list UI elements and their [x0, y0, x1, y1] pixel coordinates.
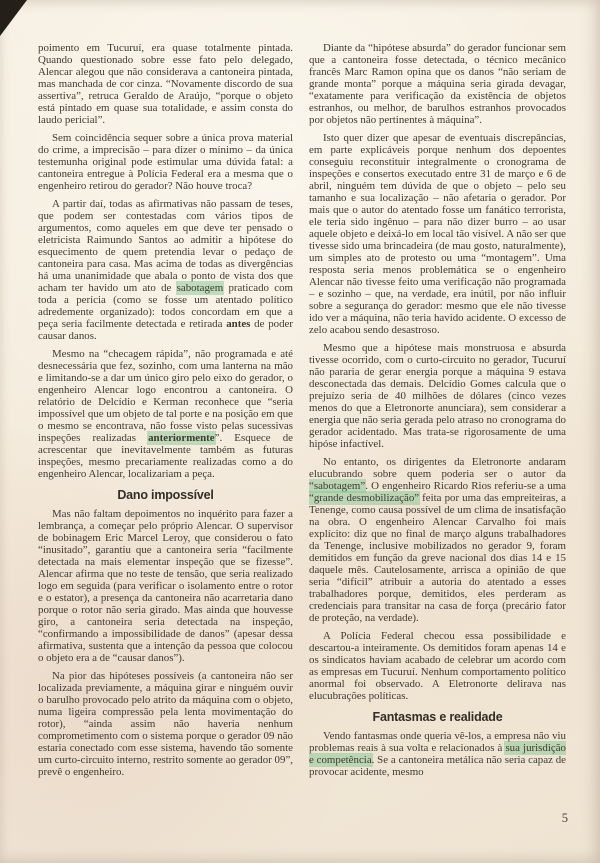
paragraph: [38, 198, 293, 342]
paragraph: [38, 348, 293, 480]
body-text: ”. Esquece de acrescentar que inevitavelmente também as futuras inspeções, mesmo precariamente realizadas como a do engenheiro Alencar, localizariam a peça.: [38, 432, 293, 480]
paragraph: [38, 132, 293, 192]
body-text: de poder causar danos.: [38, 318, 293, 342]
text-column-left: [38, 42, 293, 852]
body-text: Na pior das hipóteses possíveis (a cantoneira não ser localizada previamente, a máquina girar e ninguém ouvir o barulho provocado pelo atrito da máquina com o objeto, numa ligeira compressão pela lenta movimentação do rotor), “ainda assim não haveria nenhum comprometimento com o sistema porque o gerador 09 não estaria conectado com esse sistema, havendo tão somente um curto-circuito interno, restrito somente ao gerador 09”, prevê o engenheiro.: [38, 670, 293, 778]
body-text: praticado com toda a perícia (como se fosse um atentado político adredemente organizado): todos concordam em que a peça seria facilmente detectada e retirada: [38, 282, 293, 330]
body-text: Sem coincidência sequer sobre a única prova material do crime, a imprecisão – para dizer o mínimo – da única testemunha original pode estimular uma dúvida fatal: a cantoneira entregue à Polícia Federal era a mesma que o engenheiro retirou do gerador? Não houve troca?: [38, 132, 293, 192]
highlighted-text: “sabotagem”: [309, 480, 366, 492]
paragraph: [309, 42, 566, 126]
paragraph: [38, 42, 293, 126]
body-text: A Polícia Federal checou essa possibilidade e descartou-a inteiramente. Os demitidos foram apenas 14 e os sindicatos haviam acabado de celebrar um acordo com as empresas em Tucuruí. Nenhum comportamento político anormal foi observado. A Eletronorte delirava nas elucubrações políticas.: [309, 630, 566, 702]
body-text: A partir daí, todas as afirmativas não passam de teses, que podem ser contestadas com vários tipos de argumentos, como aqueles em que deve ter pensado o eletricista Raimundo Santos ao admitir a hipótese do esquecimento de quem pretendia levar o pedaço de cantoneira para casa. Mas acima de todas as divergências há uma unanimidade que abala o ponto de vista dos que acham ter havido um ato de: [38, 198, 293, 294]
scan-corner-artifact: [0, 0, 27, 36]
highlighted-text: anteriormente: [148, 432, 215, 444]
paragraph: [309, 630, 566, 702]
body-text: antes: [226, 318, 251, 330]
section-heading: Dano impossível: [117, 488, 214, 502]
paragraph: [309, 456, 566, 624]
paragraph: [309, 730, 566, 778]
paragraph: [38, 670, 293, 778]
highlighted-text: sua jurisdição e competência: [309, 742, 566, 766]
page-number: 5: [561, 811, 568, 825]
highlighted-text: “grande desmobilização”: [309, 492, 420, 504]
body-text: No entanto, os dirigentes da Eletronorte andaram elucubrando sobre quem poderia ser o autor da: [309, 456, 566, 480]
highlighted-text: sabotagem: [176, 282, 224, 294]
body-text: Vendo fantasmas onde queria vê-los, a empresa não viu problemas reais à sua volta e relacionados à: [309, 730, 566, 754]
body-text: Mesmo na “checagem rápida”, não programada e até desnecessária que fez, sozinho, com uma lanterna na mão e limitando-se a dar um único giro pelo eixo do gerador, o engenheiro Alencar logo encontrou a cantoneira. O relatório de Delcídio e Kerman reconhece que “seria impossível que um objeto de tal porte e na posição em que o mesmo se encontrava, não fosse visto pelas sucessivas inspeções realizadas: [38, 348, 293, 444]
body-text: Isto quer dizer que apesar de eventuais discrepâncias, em parte explicáveis porque nenhum dos depoentes conseguiu reconstituir integralmente o cronograma de inspeções e consertos executado entre 31 de março e 6 de abril, ninguém tem dúvida de que o objeto – pelo seu tamanho e sua localização – não afetaria o gerador. Por mais que o autor do atentado fosse um fanático terrorista, ele teria sido ingênuo – para não dizer burro – ao usar aquele objeto e deixá-lo em local tão visível. A não ser que tivesse sido uma brincadeira (de mau gosto, naturalmente), um simples ato de protesto ou uma “montagem”. Uma resposta seria menos problemática se o engenheiro Alencar não tivesse feito uma verificação não programada – e sozinho – que, na verdade, era inútil, por não influir sobre a segurança do gerador: mesmo que ele não tivesse ido ver a máquina, não teria havido acidente. O excesso de zelo acabou sendo desastroso.: [309, 132, 566, 336]
body-text: Diante da “hipótese absurda” do gerador funcionar sem que a cantoneira fosse detectada, o técnico mecânico francês Marc Ramon opina que os danos “não seriam de grande monta” porque a máquina seria girada devagar, “exatamente para verificação da existência de objetos estranhos, ou melhor, de barulhos estranhos provocados por objetos não pertinentes à máquina”.: [309, 42, 566, 126]
body-text: . O engenheiro Ricardo Rios referiu-se a uma: [365, 480, 566, 492]
text-column-right: [309, 42, 566, 842]
paragraph: [38, 508, 293, 664]
body-text: Mas não faltam depoimentos no inquérito para fazer a lembrança, a começar pelo próprio Alencar. O supervisor de bobinagem Eric Marcel Leroy, que considerou o fato “inusitado”, garantiu que a cantoneira seria “facilmente detectada na mais elementar inspeção que se fizesse”. Alencar afirma que no teste de tensão, que seria realizado logo em seguida (para verificar o isolamento entre o rotor e o estator), a presença da cantoneira não acarretaria dano porque o rotor não seria girado. Mas ainda que houvesse giro, a cantoneira seria detectada na inspeção, “confirmando a impossibilidade de danos” (apesar dessa afirmativa, sustenta que a intenção da pessoa que colocou o objeto era a de “causar danos”).: [38, 508, 293, 664]
paragraph: [309, 342, 566, 450]
section-heading: Fantasmas e realidade: [372, 710, 503, 724]
body-text: poimento em Tucuruí, era quase totalmente pintada. Quando questionado sobre esse fato pelo delegado, Alencar alegou que não considerava a cantoneira pintada, mas manchada de cor cinza. “Novamente discordo de sua assertiva”, retruca Geraldo de Araújo, “porque o objeto está pintado em quase sua totalidade, e assim consta do laudo pericial”.: [38, 42, 293, 126]
body-text: . Se a cantoneira metálica não seria capaz de provocar acidente, mesmo: [309, 754, 566, 778]
body-text: Mesmo que a hipótese mais monstruosa e absurda tivesse ocorrido, com o curto-circuito no gerador, Tucuruí não pararia de gerar energia porque a máquina 9 estava desconectada das demais. Delcídio Gomes calcula que o prejuízo seria de 40 milhões de dólares (cinco vezes menos do que a Eletronorte anunciara), sem considerar a energia que não seria gerada pelo atraso no cronograma do gerador acidentado. Mas trata-se rigorosamente de uma hipóse infactível.: [309, 342, 566, 450]
paragraph: [309, 132, 566, 336]
body-text: feita por uma das empreiteiras, a Tenenge, como causa possível de um clima de insatisfação na obra. O engenheiro Alencar Carvalho foi mais explícito: diz que no final de março alguns trabalhadores da Tenenge, inclusive mobilizados no gerador 9, foram demitidos em função da greve nacional dos dias 14 e 15 daquele mês. Cautelosamente, arrisca a opinião de que seria “difícil” atribuir a autoria do atentado a esses trabalhadores porque, demitidos, eles perderam as credenciais para transitar na casa de força (precário fator de proteção, na verdade).: [309, 492, 566, 624]
